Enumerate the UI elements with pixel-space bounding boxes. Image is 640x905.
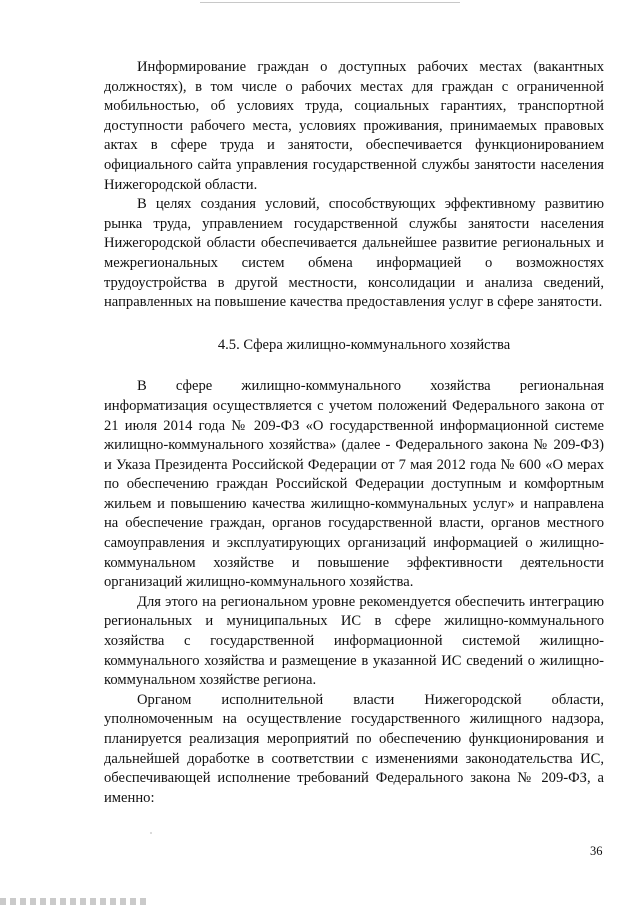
scan-speck [150, 832, 152, 834]
paragraph-labor-market-development: В целях создания условий, способствующих эффективному развитию рынка труда, управлением государственной службы занятости населения Нижегородской области обеспечивается дальнейшее развитие региональных и межрегиональных систем обмена информацией о возможностях трудоустройства в другой местности, консолидации и анализа сведений, направленных на повышение качества предоставления услуг в сфере занятости. [104, 196, 604, 311]
paragraph-housing-supervision-authority: Органом исполнительной власти Нижегородской области, уполномоченным на осуществление государственного жилищного надзора, планируется реализация мероприятий по обеспечению функционирования и дальнейшей доработке в соответствии с изменениями законодательства ИС, обеспечивающей исполнение требований Федерального закона № 209-ФЗ, а именно: [104, 691, 604, 806]
paragraph-regional-integration: Для этого на региональном уровне рекомендуется обеспечить интеграцию региональных и муниципальных ИС в сфере жилищно-коммунального хозяйства с государственной информационной системой жилищно-коммунального хозяйства и размещение в указанной ИС сведений о жилищно-коммунальном хозяйстве региона. [104, 593, 604, 689]
page-number: 36 [590, 844, 603, 858]
section-heading: 4.5. Сфера жилищно-коммунального хозяйства [217, 336, 511, 353]
paragraph-job-vacancies-information: Информирование граждан о доступных рабочих местах (вакантных должностях), в том числе о рабочих местах для граждан с ограниченной мобильностью, об условиях труда, социальных гарантиях, транспортной доступности рабочего места, условиях проживания, принимаемых правовых актах в сфере труда и занятости, обеспечивается функционированием официального сайта управления государственной службы занятости населения Нижегородской области. [104, 59, 604, 193]
bottom-scan-artifact [0, 898, 150, 905]
paragraph-housing-informatization: В сфере жилищно-коммунального хозяйства региональная информатизация осуществляется с учетом положений Федерального закона от 21 июля 2014 года № 209-ФЗ «О государственной информационной системе жилищно-коммунального хозяйства» (далее - Федерального закона № 209-ФЗ) и Указа Президента Российской Федерации от 7 мая 2012 года № 600 «О мерах по обеспечению граждан Российской Федерации доступным и комфортным жильем и повышению качества жилищно-коммунальных услуг» и направлена на обеспечение граждан, органов государственной власти, органов местного самоуправления и эксплуатирующих организаций информацией о жилищно-коммунальном хозяйстве и повышение эффективности деятельности организаций жилищно-коммунального хозяйства. [104, 378, 604, 591]
top-scan-rule [200, 2, 460, 3]
document-body [104, 58, 604, 808]
